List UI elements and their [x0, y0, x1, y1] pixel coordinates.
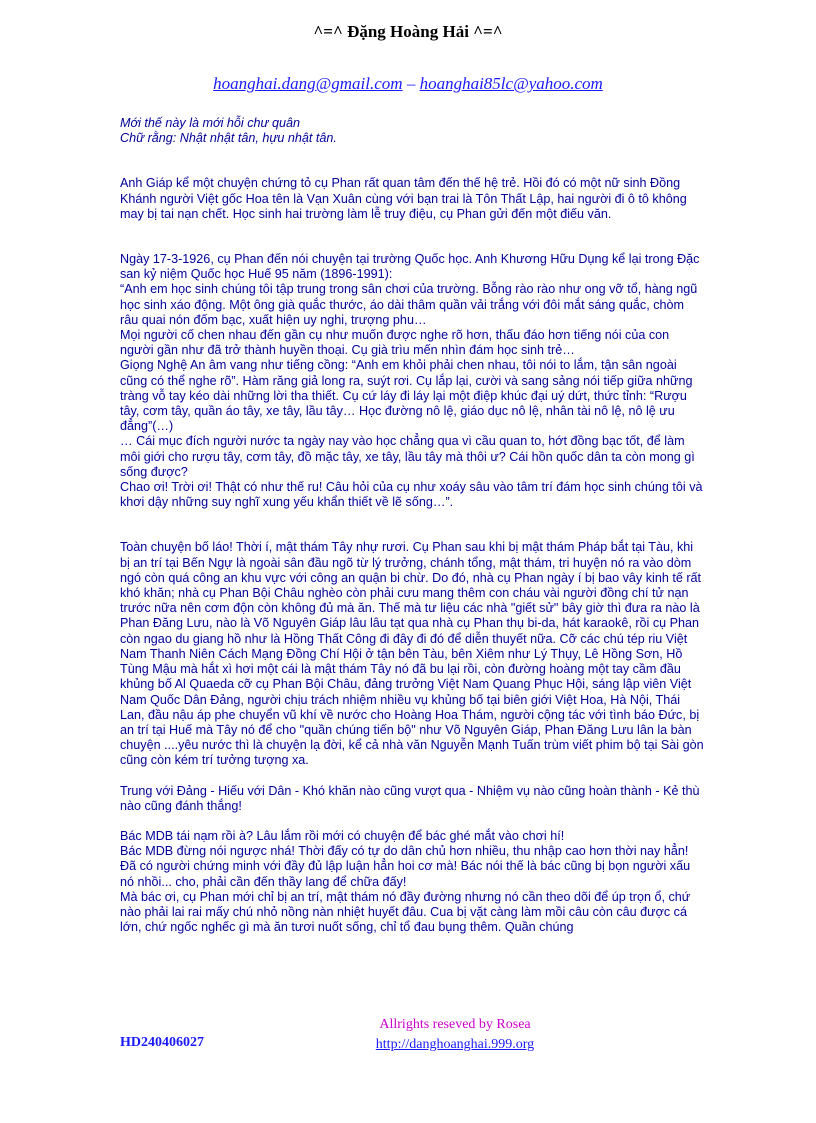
- email-separator: –: [402, 74, 420, 93]
- email-line: [0, 74, 816, 94]
- intro-line-1: Mới thế này là mới hỗi chư quân: [120, 116, 301, 130]
- footer-credits: [355, 1015, 555, 1055]
- email-link-yahoo[interactable]: hoanghai85lc@yahoo.com: [419, 74, 603, 93]
- intro-line-2: Chữ rằng: Nhật nhật tân, hựu nhật tân.: [120, 131, 337, 146]
- page-title: ^=^ Đặng Hoàng Hải ^=^: [313, 22, 503, 41]
- paragraph-5: Giọng Nghệ An âm vang như tiếng cồng: “Anh em khỏi phải chen nhau, tôi nói to lắm, tận sân ngoài cũng có thể nghe rõ”. Hàm răng giả long ra, suýt rơi. Cụ lắp lại, cười và sang sảng nói tiếp giữa những tràng vỗ tay kéo dài những lời tha thiết. Cụ cứ láy đi láy lại một điệp khúc đại uý dứt, thức tỉnh: “Rượu tây, cơm tây, quần áo tây, xe tây, lầu tây… Học đường nô lệ, giáo dục nô lệ, nhân tài nô lệ, nô lệ ưu đẳng”(…): [120, 358, 693, 434]
- document-id: HD240406027: [120, 1035, 204, 1050]
- paragraph-1: Anh Giáp kể một chuyện chứng tỏ cụ Phan rất quan tâm đến thế hệ trẻ. Hồi đó có một nữ sinh Đồng Khánh người Việt gốc Hoa tên là Vạn Xuân cùng với bạn trai là Tôn Thất Lập, hai người đi ô tô không may bị tai nạn chết. Học sinh hai trường làm lễ truy điệu, cụ Phan gửi đến một điếu văn.: [120, 176, 687, 221]
- paragraph-7: Chao ơi! Trời ơi! Thật có như thế ru! Câu hỏi của cụ như xoáy sâu vào tâm trí đám học sinh chúng tôi và khơi dậy những suy nghĩ xung yếu khẩn thiết về lẽ sống…”.: [120, 480, 703, 510]
- paragraph-8: Toàn chuyện bố láo! Thời í, mật thám Tây nhự rươi. Cụ Phan sau khi bị mật thám Pháp bắt tại Tàu, khi bị an trí tại Bến Ngự là ngoài sân đầu ngõ từ lý trưởng, chánh tổng, mật thám, tri huyện nó ra vào dòm ngó còn quá công an khu vực với công an quận bi chừ. Do đó, nhà cụ Phan ngày í bị bao vây kinh tế rất khó khăn; nhà cụ Phan Bội Châu nghèo còn phải cưu mang thêm con cháu vài người đồng chí tử nạn trước nữa nên cơm độn còn không đủ mà ăn. Thế mà tư liệu các nhà "giết sử" bây giờ thì đưa ra nào là Phan Đăng Lưu, nào là Võ Nguyên Giáp lâu lâu tạt qua nhà cụ Phan thụ bi-da, hát karaokê, rồi cụ Phan còn ngao du giang hồ như là Hồng Thất Công đi đây đi đó để diễn thuyết nữa. Cỡ các chú tép riu Việt Nam Thanh Niên Cách Mạng Đồng Chí Hội ở tận bên Tàu, bên Xiêm như Lý Thụy, Lê Hồng Sơn, Hồ Tùng Mậu mà hắt xì hơi một cái là mật thám Tây nó đã bu lại rồi, còn đường hoàng một tay cầm đầu khủng bố Al Quaeda cỡ cụ Phan Bội Châu, đảng trưởng Việt Nam Quang Phục Hội, sáng lập viên Việt Nam Quốc Dân Đảng, người chịu trách nhiệm nhiều vụ khủng bố tại biên giới Việt Hoa, Hà Nội, Thái Lan, đầu nậu áp phe chuyển vũ khí về nước cho Hoàng Hoa Thám, người cộng tác với tình báo Đức, bị an trí tại Huế mà Tây nó để cho "quần chúng tiến bộ" như Võ Nguyên Giáp, Phan Đăng Lưu lân la bàn chuyện ....yêu nước thì là chuyện lạ đời, kể cả nhà văn Nguyễn Mạnh Tuấn trùm viết phim bộ tại Sài gòn cũng còn kém trí tưởng tượng xa.: [120, 540, 704, 768]
- paragraph-12: Mà bác ơi, cụ Phan mới chỉ bị an trí, mật thám nó đầy đường nhưng nó cần theo dõi để úp trọn ổ, chứ nào phải lai rai mấy chú nhỏ nồng nàn nhiệt huyết đâu. Cua bị vặt càng làm mồi câu còn câu được cá lớn, chứ ngốc nghếc gì mà ăn tươi nuốt sống, chỉ tổ đau bụng thêm. Quần chúng: [120, 889, 691, 935]
- paragraph-3: “Anh em học sinh chúng tôi tập trung trong sân chơi của trường. Bỗng rào rào như ong vỡ tổ, hàng ngũ học sinh xáo động. Một ông già quắc thước, áo dài thâm quần vải trắng với đôi mắt sáng quắc, chòm râu quai nón đốm bạc, xuất hiện uy nghi, trượng phu…: [120, 282, 698, 327]
- paragraph-11: Bác MDB đừng nói ngược nhá! Thời đấy có tự do dân chủ hơn nhiều, thu nhập cao hơn thời nay hẳn! Đã có người chứng minh với đầy đủ lập luận hẳn hoi cơ mà! Bác nói thế là bác cũng bị bọn người xấu nó nhồi... cho, phải cần đến thầy lang để chữa đấy!: [120, 844, 691, 889]
- article-body: [120, 116, 705, 935]
- paragraph-2: Ngày 17-3-1926, cụ Phan đến nói chuyện tại trường Quốc học. Anh Khương Hữu Dụng kể lại trong Đặc san kỷ niệm Quốc học Huế 95 năm (1896-1991):: [120, 252, 700, 282]
- paragraph-4: Mọi người cố chen nhau đến gần cụ như muốn được nghe rõ hơn, thấu đáo hơn tiếng nói của con người gần như đã trở thành huyền thoại. Cụ già trìu mến nhìn đám học sinh trẻ…: [120, 328, 670, 358]
- paragraph-9: Trung với Đảng - Hiếu với Dân - Khó khăn nào cũng vượt qua - Nhiệm vụ nào cũng hoàn thành - Kẻ thù nào cũng đánh thắng!: [120, 783, 700, 813]
- paragraph-10: Bác MDB tái nạm rồi à? Lâu lắm rồi mới có chuyện để bác ghé mắt vào chơi hí!: [120, 828, 565, 843]
- site-link[interactable]: http://danghoanghai.999.org: [375, 1037, 535, 1052]
- paragraph-6: … Cái mục đích người nước ta ngày nay vào học chẳng qua vì cầu quan to, hớt đồng bạc tốt, để làm môi giới cho rượu tây, cơm tây, đồ mặc tây, xe tây, lầu tây mà thôi ư? Cái hồn quốc dân ta còn mong gì sống được?: [120, 434, 695, 479]
- email-link-gmail[interactable]: hoanghai.dang@gmail.com: [213, 74, 403, 93]
- rights-notice: Allrights reseved by Rosea: [379, 1017, 531, 1032]
